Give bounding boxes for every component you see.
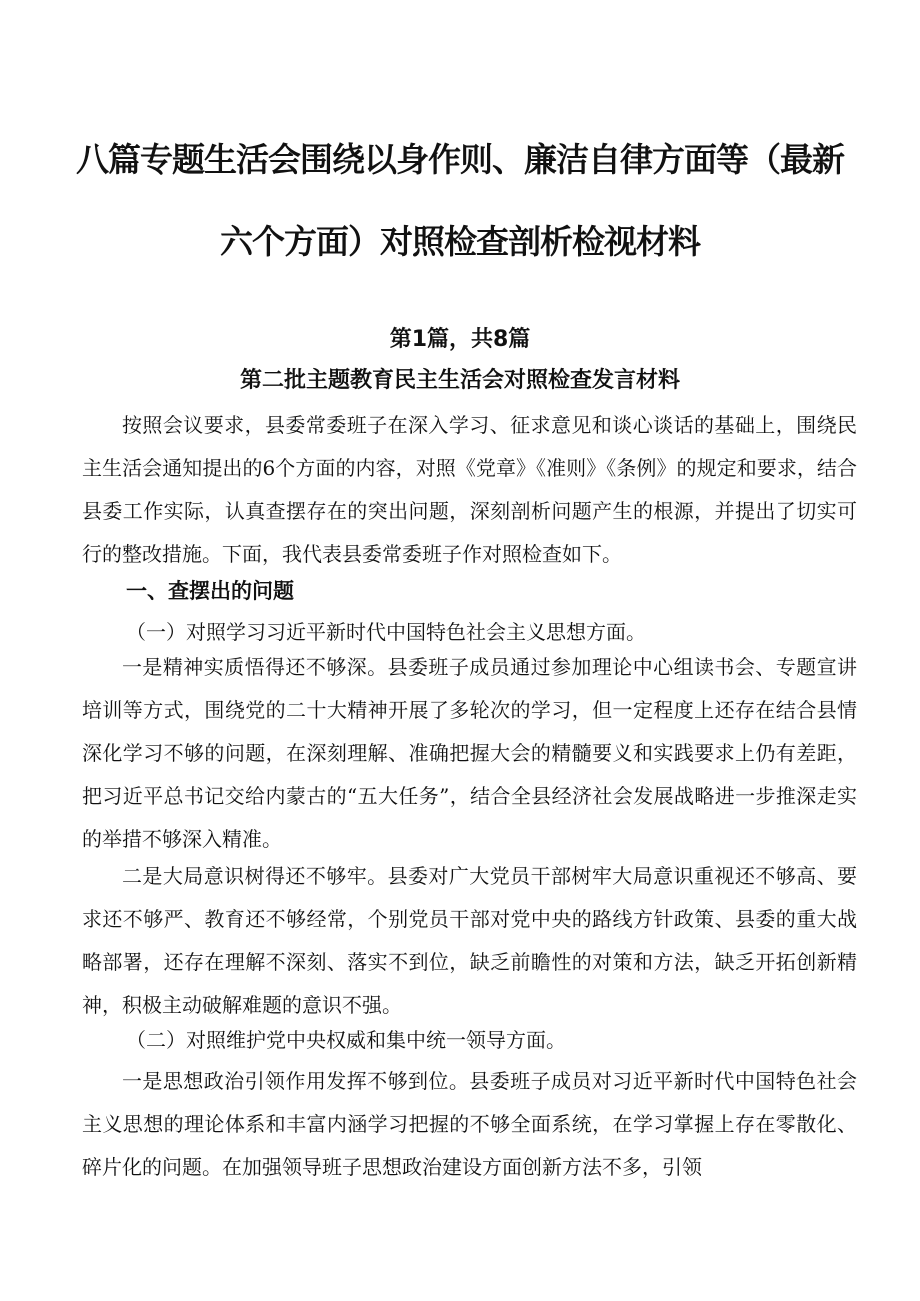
subsection-heading: （二）对照维护党中央权威和集中统一领导方面。 [126,1028,566,1052]
body-paragraph: 一是精神实质悟得还不够深。县委班子成员通过参加理论中心组读书会、专题宣讲培训等方式，围绕党的二十大精神开展了多轮次的学习，但一定程度上还存在结合县情深化学习不够的问题，在深刻理解、准确把握大会的精髓要义和实践要求上仍有差距，把习近平总书记交给内蒙古的“五大任务”，结合全县经济社会发展战略进一步推深走实的举措不够深入精准。 [82,655,857,851]
document-title-line-2: 六个方面）对照检查剖析检视材料 [220,222,700,261]
subsection-heading: （一）对照学习习近平新时代中国特色社会主义思想方面。 [126,620,646,644]
body-paragraph: 一是思想政治引领作用发挥不够到位。县委班子成员对习近平新时代中国特色社会主义思想的理论体系和丰富内涵学习把握的不够全面系统，在学习掌握上存在零散化、碎片化的问题。在加强领导班子思想政治建设方面创新方法不多，引领 [82,1069,857,1179]
section-title: 第二批主题教育民主生活会对照检查发言材料 [239,368,680,393]
section-heading: 一、查摆出的问题 [126,579,294,603]
part-number: 第1篇，共8篇 [389,327,531,352]
document-title-line-1: 八篇专题生活会围绕以身作则、廉洁自律方面等（最新 [76,140,844,179]
intro-paragraph: 按照会议要求，县委常委班子在深入学习、征求意见和谈心谈话的基础上，围绕民主生活会通知提出的6个方面的内容，对照《党章》《准则》《条例》的规定和要求，结合县委工作实际，认真查摆存在的突出问题，深刻剖析问题产生的根源，并提出了切实可行的整改措施。下面，我代表县委常委班子作对照检查如下。 [82,413,857,566]
body-paragraph: 二是大局意识树得还不够牢。县委对广大党员干部树牢大局意识重视还不够高、要求还不够严、教育还不够经常，个别党员干部对党中央的路线方针政策、县委的重大战略部署，还存在理解不深刻、落实不到位，缺乏前瞻性的对策和方法，缺乏开拓创新精神，积极主动破解难题的意识不强。 [82,864,857,1017]
